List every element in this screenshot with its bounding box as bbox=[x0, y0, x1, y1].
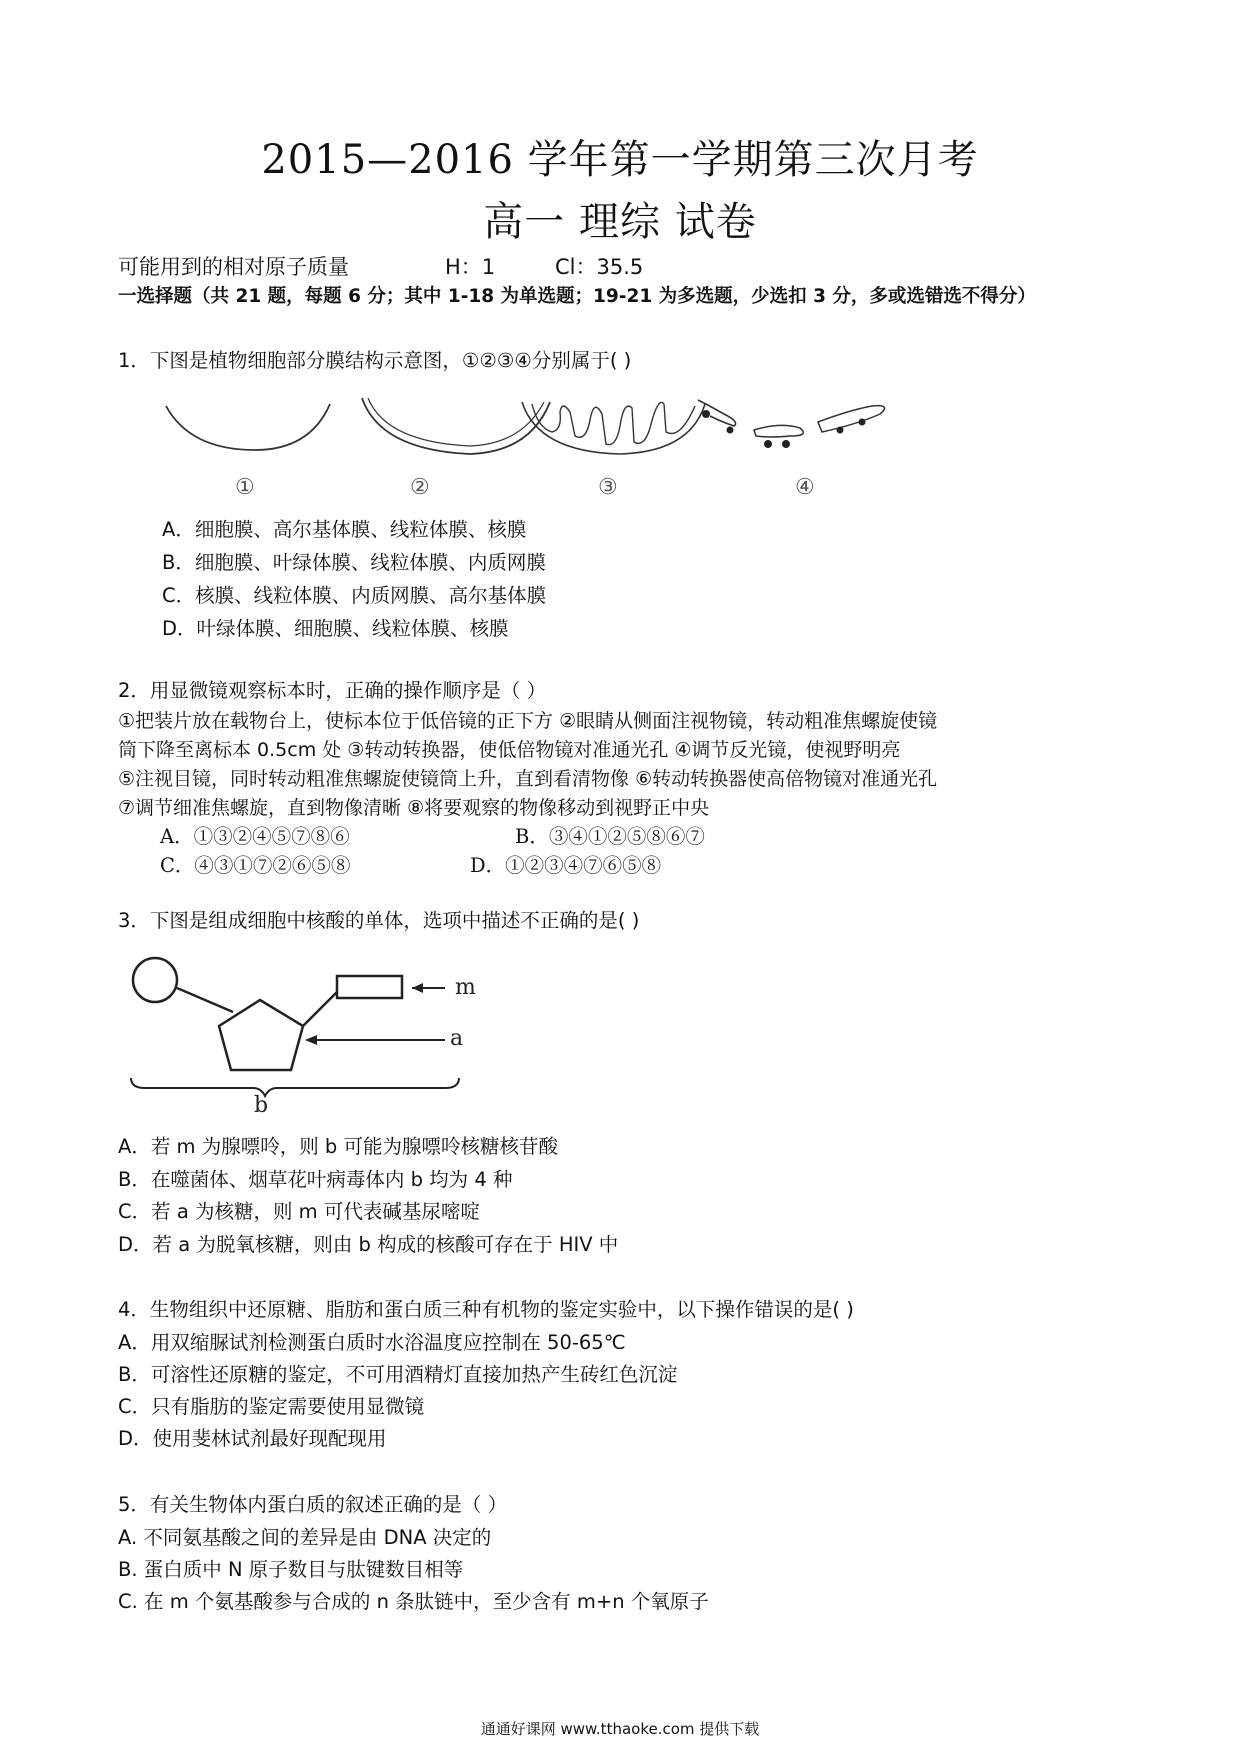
q3-option-b: B．在噬菌体、烟草花叶病毒体内 b 均为 4 种 bbox=[118, 1168, 513, 1191]
q3-option-c: C．若 a 为核糖，则 m 可代表碱基尿嘧啶 bbox=[118, 1200, 480, 1223]
q1-caption-2: ② bbox=[410, 475, 430, 500]
q2-option-c: C．④③①⑦②⑥⑤⑧ bbox=[160, 854, 351, 877]
q4-option-a: A．用双缩脲试剂检测蛋白质时水浴温度应控制在 50-65℃ bbox=[118, 1331, 626, 1354]
membrane-1-icon bbox=[166, 404, 330, 450]
q1-membrane-figure bbox=[150, 392, 910, 462]
q5-option-a: A. 不同氨基酸之间的差异是由 DNA 决定的 bbox=[118, 1526, 492, 1549]
atomic-mass-cl: Cl：35.5 bbox=[555, 255, 644, 279]
q3-stem: 3．下图是组成细胞中核酸的单体，选项中描述不正确的是( ) bbox=[118, 909, 640, 932]
q4-option-c: C．只有脂肪的鉴定需要使用显微镜 bbox=[118, 1395, 425, 1418]
q2-line-3: ⑤注视目镜，同时转动粗准焦螺旋使镜筒上升，直到看清物像 ⑥转动转换器使高倍物镜对准通光孔 bbox=[118, 768, 938, 790]
q2-option-b: B．③④①②⑤⑧⑥⑦ bbox=[515, 825, 705, 848]
q4-option-b: B．可溶性还原糖的鉴定，不可用酒精灯直接加热产生砖红色沉淀 bbox=[118, 1363, 678, 1386]
page-footer: 通通好课网 www.tthaoke.com 提供下载 bbox=[480, 1720, 760, 1738]
q2-line-4: ⑦调节细准焦螺旋，直到物像清晰 ⑧将要观察的物像移动到视野正中央 bbox=[118, 797, 710, 819]
exam-subtitle: 高一 理综 试卷 bbox=[483, 199, 757, 245]
q2-stem: 2．用显微镜观察标本时，正确的操作顺序是（ ） bbox=[118, 679, 547, 702]
q2-line-1: ①把装片放在载物台上，使标本位于低倍镜的正下方 ②眼睛从侧面注视物镜，转动粗准焦螺旋使镜 bbox=[118, 710, 938, 732]
q5-option-b: B. 蛋白质中 N 原子数目与肽键数目相等 bbox=[118, 1558, 464, 1581]
atomic-mass-label: 可能用到的相对原子质量 bbox=[118, 255, 349, 279]
q4-option-d: D．使用斐林试剂最好现配现用 bbox=[118, 1427, 387, 1450]
q5-option-c: C. 在 m 个氨基酸参与合成的 n 条肽链中，至少含有 m+n 个氧原子 bbox=[118, 1590, 709, 1613]
q3-label-a: a bbox=[450, 1026, 464, 1051]
q3-label-b: b bbox=[254, 1093, 269, 1118]
q1-option-a: A．细胞膜、高尔基体膜、线粒体膜、核膜 bbox=[162, 518, 527, 541]
q1-option-b: B．细胞膜、叶绿体膜、线粒体膜、内质网膜 bbox=[162, 551, 546, 574]
q2-option-d: D．①②③④⑦⑥⑤⑧ bbox=[470, 854, 662, 877]
q1-option-c: C．核膜、线粒体膜、内质网膜、高尔基体膜 bbox=[162, 584, 547, 607]
phosphate-icon bbox=[133, 958, 177, 1002]
membrane-4-icon bbox=[698, 400, 885, 448]
brace-icon bbox=[131, 1078, 459, 1096]
q1-caption-1: ① bbox=[235, 475, 255, 500]
q2-line-2: 筒下降至离标本 0.5cm 处 ③转动转换器，使低倍物镜对准通光孔 ④调节反光镜，使视野明亮 bbox=[118, 739, 901, 761]
atomic-mass-h: H：1 bbox=[445, 255, 496, 279]
q3-option-d: D．若 a 为脱氧核糖，则由 b 构成的核酸可存在于 HIV 中 bbox=[118, 1233, 619, 1256]
q1-caption-3: ③ bbox=[598, 475, 618, 500]
base-icon bbox=[337, 976, 402, 998]
q4-stem: 4．生物组织中还原糖、脂肪和蛋白质三种有机物的鉴定实验中，以下操作错误的是( ) bbox=[118, 1298, 854, 1321]
q1-caption-4: ④ bbox=[795, 475, 815, 500]
q3-label-m: m bbox=[455, 975, 476, 1000]
q1-stem: 1．下图是植物细胞部分膜结构示意图，①②③④分别属于( ) bbox=[118, 349, 632, 372]
nucleotide-figure bbox=[125, 950, 485, 1110]
exam-title: 2015—2016 学年第一学期第三次月考 bbox=[261, 137, 979, 183]
q5-stem: 5．有关生物体内蛋白质的叙述正确的是（ ） bbox=[118, 1493, 508, 1516]
section-heading: 一选择题（共 21 题，每题 6 分；其中 1-18 为单选题；19-21 为多选题，少选扣 3 分，多或选错选不得分） bbox=[118, 286, 1036, 307]
q1-option-d: D．叶绿体膜、细胞膜、线粒体膜、核膜 bbox=[162, 617, 509, 640]
membrane-3-icon bbox=[522, 402, 705, 454]
q3-option-a: A．若 m 为腺嘌呤，则 b 可能为腺嘌呤核糖核苷酸 bbox=[118, 1135, 559, 1158]
q2-option-a: A．①③②④⑤⑦⑧⑥ bbox=[160, 825, 350, 848]
